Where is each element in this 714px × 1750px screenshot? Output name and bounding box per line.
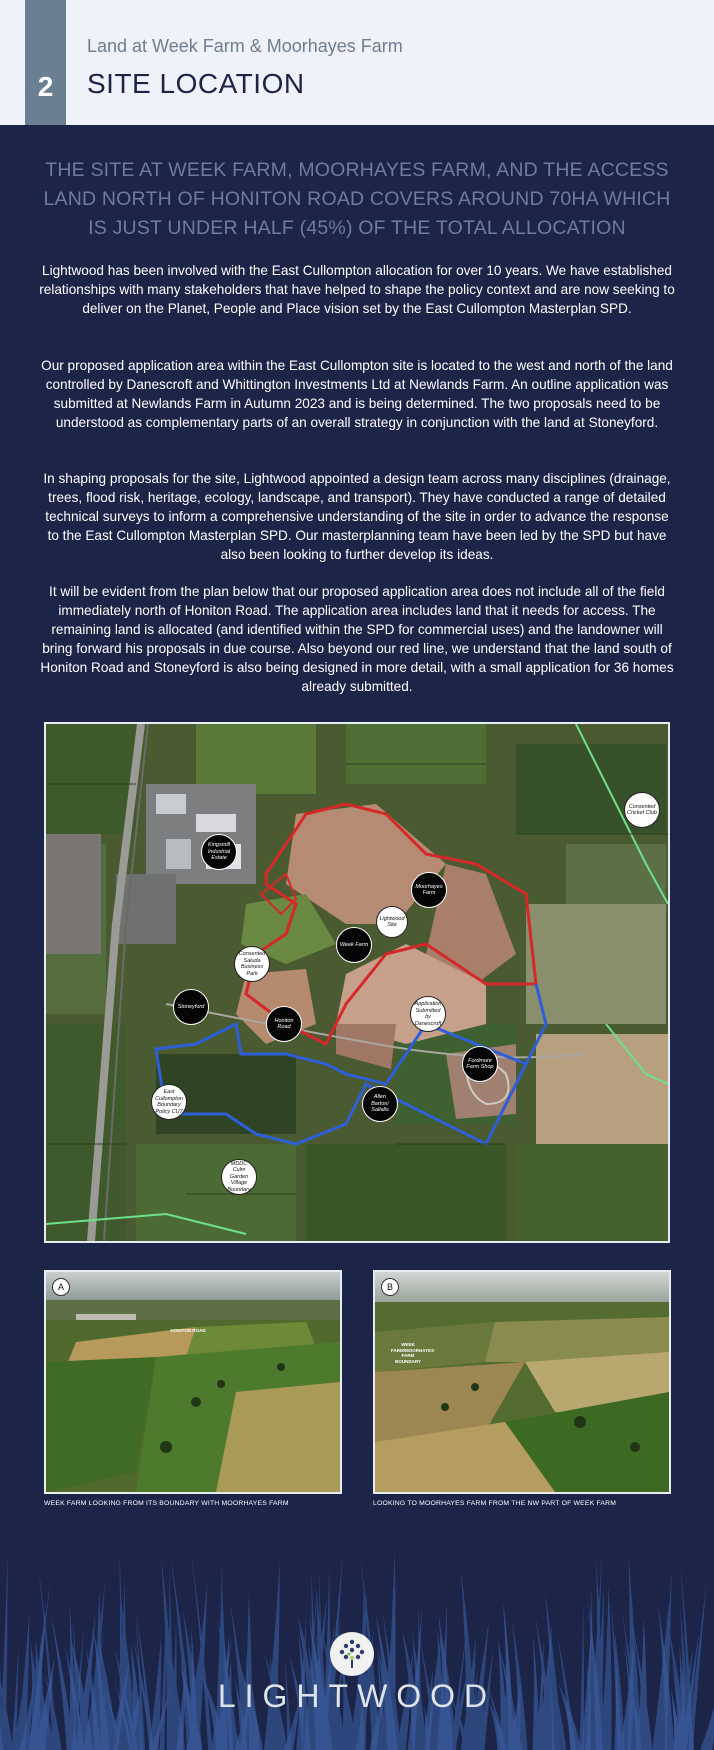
map-label-business-park: Consented Saluda Business Park — [234, 946, 270, 982]
body-paragraph: It will be evident from the plan below that our proposed application area does not include all of the field immediately north of Honiton Road. The application area includes land that it needs for access. The remaining land is allocated (and identified within the SPD for commercial uses) and the landowner will bring forward his proposals in due course. Also beyond our red line, we understand that the land south of Honiton Road and Stoneyford is also being designed in more detail, with a small application for 36 homes already submitted. — [40, 584, 674, 694]
map-label-application: Application Submitted by Danescroft — [410, 996, 446, 1032]
document-kicker: Land at Week Farm & Moorhayes Farm — [87, 36, 403, 56]
map-label-lightwood-site: Lightwood Site — [376, 906, 408, 938]
map-label-moorhayes: Moorhayes Farm — [411, 872, 447, 908]
map-label-mddc: MDDC Culm Garden Village Boundary — [221, 1159, 257, 1195]
aerial-photo-b — [375, 1272, 669, 1492]
photo-moorhayes-farm — [373, 1270, 671, 1494]
body-paragraph: Lightwood has been involved with the East Cullompton allocation for over 10 years. We have established relationships with many stakeholders that have helped to shape the policy context and are now seeking to deliver on the Planet, People and Place vision set by the East Cullompton Masterplan SPD. — [39, 263, 675, 316]
map-label-cricket: Consented Cricket Club — [624, 792, 660, 828]
photo-caption-b: LOOKING TO MOORHAYES FARM FROM THE NW PART OF WEEK FARM — [373, 1500, 617, 1507]
photo-marker-b: B — [381, 1278, 399, 1296]
page-title: SITE LOCATION — [87, 68, 305, 99]
section-number: 2 — [37, 71, 54, 102]
body-paragraph: In shaping proposals for the site, Lightwood appointed a design team across many disciplines (drainage, trees, flood risk, heritage, ecology, landscape, and transport). They have conducted a range of detailed technical surveys to inform a comprehensive understanding of the site in order to advance the response to the East Cullompton Masterplan SPD. Our masterplanning team have been led by the SPD but have also been looking to further develop its ideas. — [43, 471, 671, 562]
site-aerial-map — [44, 722, 670, 1243]
map-label-kingsmill: Kingsmill Industrial Estate — [201, 834, 237, 870]
page-header — [0, 0, 714, 125]
photo-tag-b: WEEK FARM/MOORHAYES FARM BOUNDARY — [391, 1342, 435, 1364]
section-number-tab — [25, 0, 66, 125]
tree-of-dots-icon — [330, 1632, 374, 1676]
aerial-map-graphic — [46, 724, 668, 1241]
map-label-fordmore: Fordmore Farm Shop — [462, 1046, 498, 1082]
photo-tag-a: HONITON ROAD — [170, 1328, 206, 1333]
map-label-honiton-road: Honiton Road — [266, 1006, 302, 1042]
photo-caption-a: WEEK FARM LOOKING FROM ITS BOUNDARY WITH MOORHAYES FARM — [44, 1500, 289, 1507]
photo-marker-a: A — [52, 1278, 70, 1296]
map-label-boundary-cu7: East Cullompton Boundary Policy CU7 — [151, 1084, 187, 1120]
lead-heading: THE SITE AT WEEK FARM, MOORHAYES FARM, AND THE ACCESS LAND NORTH OF HONITON ROAD COVERS AROUND 70HA WHICH IS JUST UNDER HALF (45%) OF THE TOTAL ALLOCATION — [43, 159, 671, 239]
aerial-photo-a — [46, 1272, 340, 1492]
lightwood-wordmark: LIGHTWOOD — [217, 1678, 497, 1714]
map-label-week-farm: Week Farm — [336, 927, 372, 963]
map-label-allen-barton: Allen Barton/ Sallalls — [362, 1086, 398, 1122]
map-label-stoneyford: Stoneyford — [173, 989, 209, 1025]
body-paragraph: Our proposed application area within the East Cullompton site is located to the west and north of the land controlled by Danescroft and Whittington Investments Ltd at Newlands Farm. An outline application was submitted at Newlands Farm in Autumn 2023 and is being determined. The two proposals need to be understood as complementary parts of an overall strategy in conjunction with the land at Stoneyford. — [41, 358, 673, 430]
photo-week-farm — [44, 1270, 342, 1494]
